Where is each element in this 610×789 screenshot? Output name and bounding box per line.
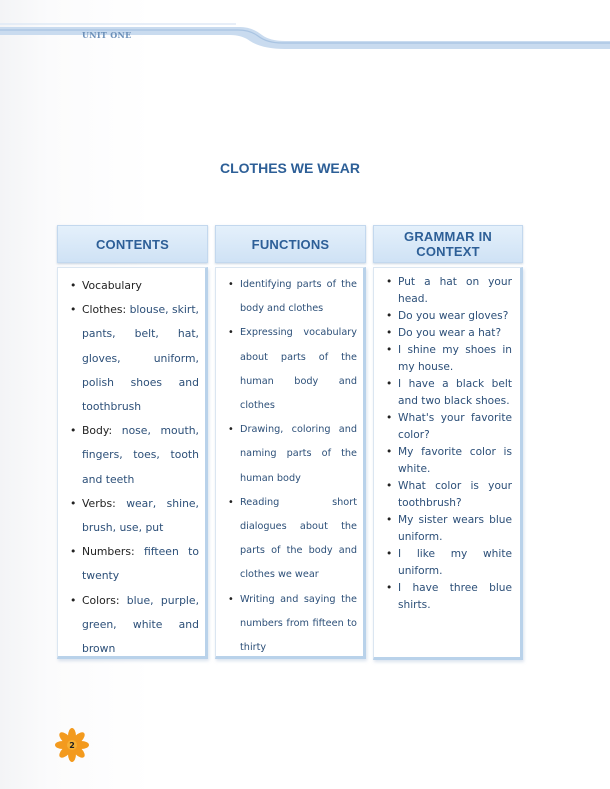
grammar-heading: GRAMMAR IN CONTEXT	[373, 225, 523, 263]
list-item: • Expressing vocabulary about parts of the human body and clothes	[222, 321, 357, 418]
contents-heading: CONTENTS	[57, 225, 208, 263]
list-item: • I like my white uniform.	[380, 546, 512, 580]
page-number: 2	[69, 740, 75, 750]
list-item: • What's your favorite color?	[380, 410, 512, 444]
list-item: • Writing and saying the numbers from fifteen to thirty	[222, 588, 357, 661]
list-item: • Colors: blue, purple, green, white and brown	[64, 589, 199, 662]
list-item: • Do you wear a hat?	[380, 325, 512, 342]
list-item: • I have three blue shirts.	[380, 580, 512, 614]
list-item: • Reading short dialogues about the parts of the body and clothes we wear	[222, 491, 357, 588]
unit-label: UNIT ONE	[82, 30, 132, 40]
grammar-list	[374, 268, 520, 614]
functions-heading: FUNCTIONS	[215, 225, 366, 263]
page-number-badge	[55, 728, 89, 762]
list-item: • Clothes: blouse, skirt, pants, belt, hat, gloves, uniform, polish shoes and toothbrush	[64, 298, 199, 419]
list-item: • Verbs: wear, shine, brush, use, put	[64, 492, 199, 540]
functions-body	[215, 267, 366, 659]
list-item: • Do you wear gloves?	[380, 308, 512, 325]
list-item: • Identifying parts of the body and clothes	[222, 273, 357, 321]
list-item: • I shine my shoes in my house.	[380, 342, 512, 376]
functions-list	[216, 268, 363, 660]
list-item: • I have a black belt and two black shoes.	[380, 376, 512, 410]
list-item: • Numbers: fifteen to twenty	[64, 540, 199, 588]
contents-column	[57, 225, 208, 659]
contents-body	[57, 267, 208, 659]
page-title: CLOTHES WE WEAR	[220, 160, 360, 176]
functions-column	[215, 225, 366, 659]
list-item: • What color is your toothbrush?	[380, 478, 512, 512]
list-item: • My favorite color is white.	[380, 444, 512, 478]
list-item: • Vocabulary	[64, 274, 199, 298]
list-item: • Put a hat on your head.	[380, 274, 512, 308]
grammar-body	[373, 267, 523, 660]
list-item: • Body: nose, mouth, fingers, toes, tooth and teeth	[64, 419, 199, 492]
contents-list	[58, 268, 205, 661]
list-item: • My sister wears blue uniform.	[380, 512, 512, 546]
list-item: • Drawing, coloring and naming parts of the human body	[222, 418, 357, 491]
grammar-column	[373, 225, 523, 660]
